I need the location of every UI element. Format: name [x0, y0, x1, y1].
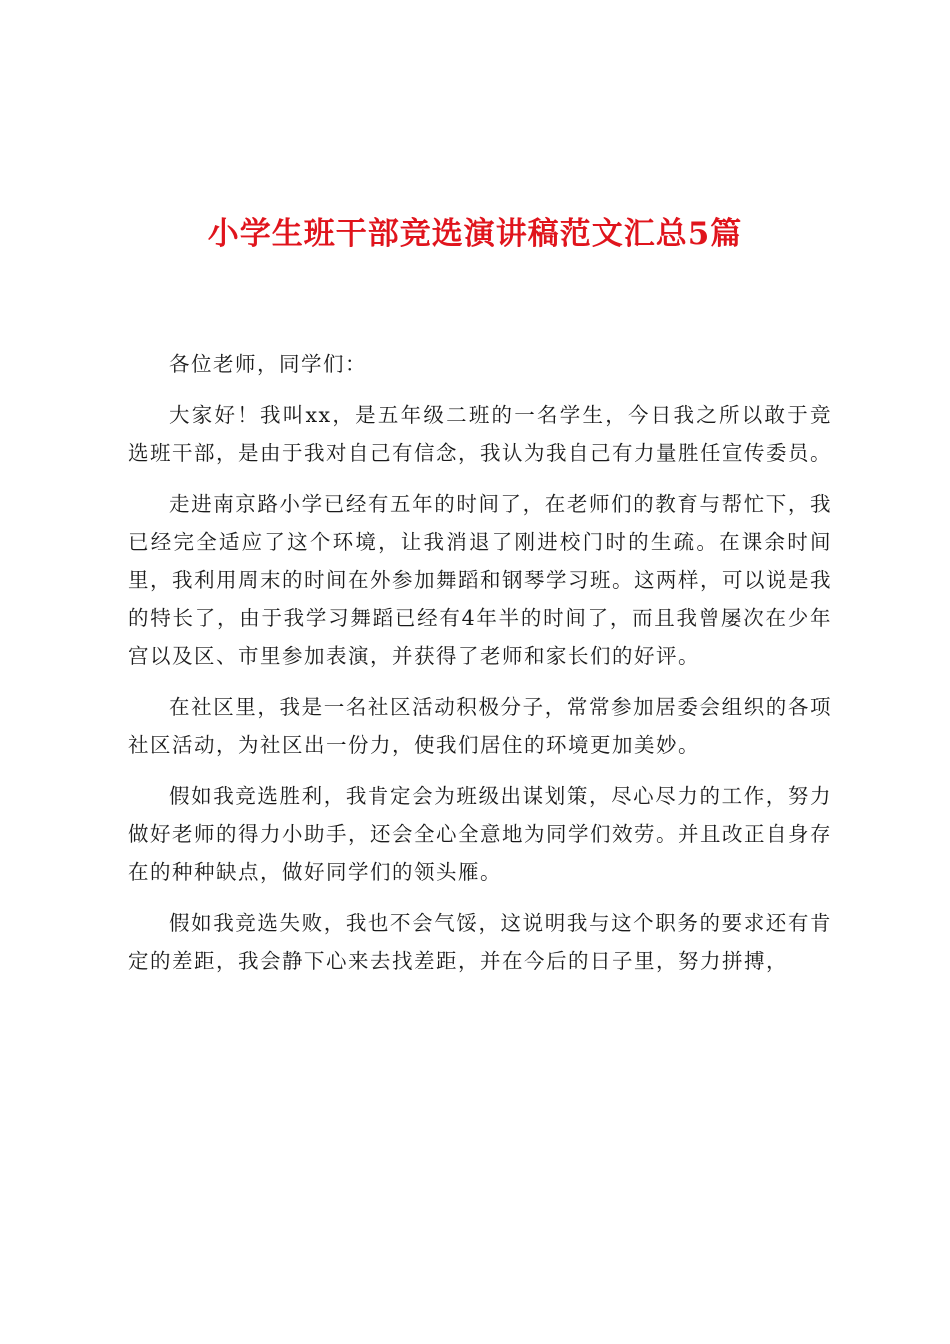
paragraph-school-experience: 走进南京路小学已经有五年的时间了，在老师们的教育与帮忙下，我已经完全适应了这个环境，让我消退了刚进校门时的生疏。在课余时间里，我利用周末的时间在外参加舞蹈和钢琴学习班。这两样，可以说是我的特长了，由于我学习舞蹈已经有4年半的时间了，而且我曾屡次在少年宫以及区、市里参加表演，并获得了老师和家长们的好评。: [128, 492, 832, 668]
paragraph-salutation: 各位老师，同学们：: [169, 352, 367, 376]
document-title: 小学生班干部竞选演讲稿范文汇总5篇: [207, 216, 743, 252]
paragraph-if-lose: 假如我竞选失败，我也不会气馁，这说明我与这个职务的要求还有肯定的差距，我会静下心来去找差距，并在今后的日子里，努力拼搏，: [128, 911, 832, 973]
paragraph-if-win: 假如我竞选胜利，我肯定会为班级出谋划策，尽心尽力的工作，努力做好老师的得力小助手，还会全心全意地为同学们效劳。并且改正自身存在的种种缺点，做好同学们的领头雁。: [128, 784, 832, 884]
paragraph-greeting: 大家好！我叫xx，是五年级二班的一名学生，今日我之所以敢于竞选班干部，是由于我对自己有信念，我认为我自己有力量胜任宣传委员。: [128, 403, 832, 465]
paragraph-community: 在社区里，我是一名社区活动积极分子，常常参加居委会组织的各项社区活动，为社区出一份力，使我们居住的环境更加美妙。: [128, 695, 832, 757]
document-body: [128, 345, 832, 993]
